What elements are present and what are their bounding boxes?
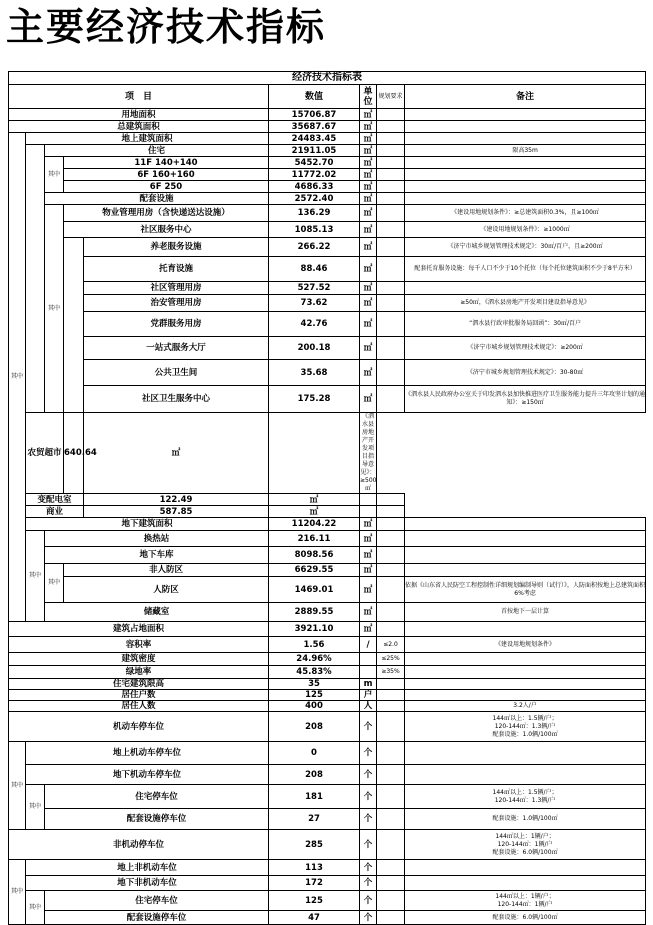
group-label: 其中 <box>26 891 45 925</box>
row-unit: 个 <box>360 860 377 876</box>
row-value: 175.28 <box>269 386 360 413</box>
row-name: 容积率 <box>9 637 269 653</box>
row-unit: ㎡ <box>360 531 377 547</box>
row-note <box>405 547 646 564</box>
row-value: 400 <box>269 701 360 712</box>
row-name: 6F 160+160 <box>64 169 269 181</box>
note-line: 120-144㎡：1.3辆/户 <box>494 796 556 804</box>
header-note: 备注 <box>405 85 646 109</box>
row-value: 2572.40 <box>269 193 360 205</box>
row-requirement <box>377 765 405 785</box>
row-name: 住宅建筑限高 <box>9 679 269 690</box>
row-unit: 个 <box>360 809 377 830</box>
row-note: 配套托育服务设施：每千人口不少于10个托位（每个托位建筑面积不少于8平方米） <box>405 257 646 282</box>
row-note: 《泗水县人民政府办公室关于印发泗水县加快推进医疗卫生服务能力提升三年攻坚计划的通知》：≥150㎡ <box>405 386 646 413</box>
row-unit: ㎡ <box>360 121 377 133</box>
row-unit: ㎡ <box>360 181 377 193</box>
row-unit: 人 <box>360 701 377 712</box>
row-requirement <box>377 257 405 282</box>
row-unit: ㎡ <box>360 193 377 205</box>
row-name: 总建筑面积 <box>9 121 269 133</box>
row-requirement: ≥35% <box>377 666 405 679</box>
row-requirement <box>377 622 405 637</box>
row-name: 住宅停车位 <box>45 891 269 911</box>
row-unit: ㎡ <box>360 518 377 531</box>
row-name: 非机动停车位 <box>9 830 269 860</box>
row-note <box>405 742 646 765</box>
row-value: 27 <box>269 809 360 830</box>
row-note: “泗水县行政审批服务局回函”：30㎡/百户 <box>405 312 646 337</box>
row-note: ≥50㎡，《泗水县房地产开发项目建设指导意见》 <box>405 295 646 312</box>
row-value: 24483.45 <box>269 133 360 145</box>
row-requirement <box>377 133 405 145</box>
row-value: 208 <box>269 765 360 785</box>
row-requirement <box>377 157 405 169</box>
row-value: 35 <box>269 679 360 690</box>
row-requirement <box>377 193 405 205</box>
row-unit: ㎡ <box>360 295 377 312</box>
row-unit: ㎡ <box>360 577 377 603</box>
row-unit: 个 <box>360 830 377 860</box>
row-requirement <box>377 701 405 712</box>
row-name: 配套设施 <box>45 193 269 205</box>
row-name: 公共卫生间 <box>84 360 269 386</box>
row-unit: ㎡ <box>360 312 377 337</box>
row-name: 党群服务用房 <box>84 312 269 337</box>
blank-cell <box>64 238 84 413</box>
row-name: 社区管理用房 <box>84 282 269 295</box>
row-value: 122.49 <box>84 494 269 506</box>
row-note: 《建设用地规划条件》：≥1000㎡ <box>405 222 646 238</box>
row-value: 2889.55 <box>269 603 360 622</box>
row-unit: ㎡ <box>360 157 377 169</box>
row-unit: 户 <box>360 690 377 701</box>
row-name: 储藏室 <box>45 603 269 622</box>
row-note <box>405 193 646 205</box>
row-unit: m <box>360 679 377 690</box>
row-unit: ㎡ <box>360 564 377 577</box>
row-requirement <box>377 169 405 181</box>
note-line: 144㎡以上：1.5辆/户； <box>492 714 558 722</box>
row-requirement <box>377 145 405 157</box>
row-unit: 个 <box>360 891 377 911</box>
row-unit: ㎡ <box>84 413 269 494</box>
row-unit: ㎡ <box>269 494 360 506</box>
row-requirement <box>377 690 405 701</box>
row-requirement <box>377 337 405 360</box>
row-name: 地下建筑面积 <box>26 518 269 531</box>
row-unit: 个 <box>360 712 377 742</box>
row-name: 住宅 <box>45 145 269 157</box>
row-note <box>405 622 646 637</box>
row-value: 45.83% <box>269 666 360 679</box>
row-unit: 个 <box>360 742 377 765</box>
row-unit: ㎡ <box>360 622 377 637</box>
row-value: 47 <box>269 911 360 925</box>
row-name: 养老服务设施 <box>84 238 269 257</box>
group-label: 其中 <box>45 205 64 413</box>
row-requirement <box>377 860 405 876</box>
group-label: 其中 <box>9 133 26 622</box>
row-value: 587.85 <box>84 506 269 518</box>
row-unit: ㎡ <box>360 603 377 622</box>
row-note: 《建设用地规划条件》 <box>405 637 646 653</box>
row-value: 35.68 <box>269 360 360 386</box>
row-note <box>405 157 646 169</box>
row-note: 《建设用地规划条件》：≥总建筑面积0.3%，且≥100㎡ <box>405 205 646 222</box>
row-requirement <box>377 742 405 765</box>
row-name: 商业 <box>26 506 84 518</box>
row-requirement <box>377 830 405 860</box>
note-line: 配套设施：6.0辆/100㎡ <box>492 848 558 856</box>
row-name: 社区卫生服务中心 <box>84 386 269 413</box>
row-note <box>405 109 646 121</box>
group-label: 其中 <box>45 564 64 603</box>
row-value: 0 <box>269 742 360 765</box>
row-requirement <box>377 891 405 911</box>
row-name: 治安管理用房 <box>84 295 269 312</box>
row-requirement <box>377 181 405 193</box>
row-value: 285 <box>269 830 360 860</box>
row-name: 地下非机动车位 <box>26 876 269 891</box>
row-note <box>405 518 646 531</box>
row-requirement <box>377 109 405 121</box>
row-requirement <box>377 531 405 547</box>
row-value: 1469.01 <box>269 577 360 603</box>
row-value: 1.56 <box>269 637 360 653</box>
row-value: 5452.70 <box>269 157 360 169</box>
header-value: 数值 <box>269 85 360 109</box>
row-note <box>405 690 646 701</box>
row-name: 机动车停车位 <box>9 712 269 742</box>
row-value: 640.64 <box>64 413 84 494</box>
row-note: 《泗水县房地产开发项目指导意见》：≥500㎡ <box>360 413 377 492</box>
row-value: 208 <box>269 712 360 742</box>
row-value: 11204.22 <box>269 518 360 531</box>
row-unit: ㎡ <box>360 205 377 222</box>
group-label: 其中 <box>9 860 26 925</box>
row-note <box>405 531 646 547</box>
row-unit <box>360 666 377 679</box>
row-name: 社区服务中心 <box>64 222 269 238</box>
note-line: 144㎡以上：1辆/户； <box>495 832 555 840</box>
row-unit: 个 <box>360 911 377 925</box>
row-value: 200.18 <box>269 337 360 360</box>
row-value: 15706.87 <box>269 109 360 121</box>
row-requirement <box>377 282 405 295</box>
row-requirement <box>377 121 405 133</box>
row-unit: 个 <box>360 876 377 891</box>
row-note <box>377 506 405 518</box>
note-line: 144㎡以上：1辆/户； <box>495 892 555 900</box>
row-note <box>405 282 646 295</box>
row-note: 依据《山东省人民防空工程控制性详细规划编制导则（试行）》，人防面积按地上总建筑面积6%考虑 <box>405 577 646 603</box>
row-note: 《济宁市城乡规划管理技术规定》：30㎡/百户，且≥200㎡ <box>405 238 646 257</box>
row-requirement <box>377 518 405 531</box>
row-value: 216.11 <box>269 531 360 547</box>
row-unit: ㎡ <box>360 547 377 564</box>
row-value: 136.29 <box>269 205 360 222</box>
row-name: 11F 140+140 <box>64 157 269 169</box>
header-item: 项 目 <box>9 85 269 109</box>
row-name: 建筑占地面积 <box>9 622 269 637</box>
row-requirement <box>377 876 405 891</box>
row-unit: / <box>360 637 377 653</box>
row-value: 125 <box>269 891 360 911</box>
row-requirement <box>377 679 405 690</box>
row-value: 4686.33 <box>269 181 360 193</box>
economic-indicators-table <box>8 71 646 925</box>
row-unit: ㎡ <box>360 386 377 413</box>
row-name: 居住户数 <box>9 690 269 701</box>
row-name: 居住人数 <box>9 701 269 712</box>
row-requirement <box>377 360 405 386</box>
row-unit: ㎡ <box>360 360 377 386</box>
row-name: 一站式服务大厅 <box>84 337 269 360</box>
row-note <box>405 181 646 193</box>
row-note <box>377 494 405 506</box>
page-title: 主要经济技术指标 <box>6 5 327 49</box>
row-unit: 个 <box>360 785 377 809</box>
row-note <box>405 169 646 181</box>
row-value: 1085.13 <box>269 222 360 238</box>
row-value: 73.62 <box>269 295 360 312</box>
row-value: 11772.02 <box>269 169 360 181</box>
group-label: 其中 <box>26 785 45 830</box>
row-name: 农贸超市 <box>26 413 64 494</box>
row-unit: ㎡ <box>360 238 377 257</box>
row-note <box>405 860 646 876</box>
row-unit: ㎡ <box>360 222 377 238</box>
row-value: 88.46 <box>269 257 360 282</box>
row-requirement <box>377 386 405 413</box>
row-name: 地上非机动车位 <box>26 860 269 876</box>
row-note <box>405 564 646 577</box>
row-name: 换热站 <box>45 531 269 547</box>
row-value: 8098.56 <box>269 547 360 564</box>
row-unit: ㎡ <box>360 109 377 121</box>
row-value: 527.52 <box>269 282 360 295</box>
row-name: 人防区 <box>64 577 269 603</box>
row-name: 建筑密度 <box>9 653 269 666</box>
row-name: 绿地率 <box>9 666 269 679</box>
row-name: 非人防区 <box>64 564 269 577</box>
row-name: 地下车库 <box>45 547 269 564</box>
row-name: 物业管理用房（含快递送达设施） <box>64 205 269 222</box>
row-unit: ㎡ <box>360 133 377 145</box>
row-note <box>405 785 646 809</box>
row-note: 《济宁市城乡规划管理技术规定》：30-80㎡ <box>405 360 646 386</box>
row-value: 3921.10 <box>269 622 360 637</box>
row-requirement <box>377 809 405 830</box>
header-requirement: 规划要求 <box>377 85 405 109</box>
row-note <box>405 830 646 860</box>
row-requirement <box>377 222 405 238</box>
row-name: 用地面积 <box>9 109 269 121</box>
row-unit <box>360 653 377 666</box>
row-value: 6629.55 <box>269 564 360 577</box>
blank-cell <box>26 145 45 413</box>
row-note: 首按地下一层计算 <box>405 603 646 622</box>
row-unit: 个 <box>360 765 377 785</box>
row-name: 配套设施停车位 <box>45 911 269 925</box>
note-line: 120-144㎡：1辆/户 <box>497 840 553 848</box>
row-name: 地上建筑面积 <box>26 133 269 145</box>
group-label: 其中 <box>9 742 26 830</box>
table-caption: 经济技术指标表 <box>9 72 646 85</box>
group-label: 其中 <box>45 157 64 193</box>
row-note <box>405 765 646 785</box>
row-note: 《济宁市城乡规划管理技术规定》：≥200㎡ <box>405 337 646 360</box>
group-label: 其中 <box>26 531 45 622</box>
row-value: 181 <box>269 785 360 809</box>
row-requirement <box>377 712 405 742</box>
row-requirement <box>377 547 405 564</box>
row-value: 24.96% <box>269 653 360 666</box>
row-requirement: ≤2.0 <box>377 637 405 653</box>
row-unit: ㎡ <box>360 257 377 282</box>
row-unit: ㎡ <box>269 506 360 518</box>
row-requirement <box>377 238 405 257</box>
row-requirement <box>360 494 377 506</box>
row-note: 限高35m <box>405 145 646 157</box>
row-note <box>405 876 646 891</box>
row-name: 配套设施停车位 <box>45 809 269 830</box>
row-requirement <box>377 577 405 603</box>
row-name: 地上机动车停车位 <box>26 742 269 765</box>
row-note <box>405 121 646 133</box>
row-name: 地下机动车停车位 <box>26 765 269 785</box>
note-line: 120-144㎡：1.3辆/户 <box>494 722 556 730</box>
row-requirement <box>377 205 405 222</box>
row-note <box>405 679 646 690</box>
note-line: 120-144㎡：1辆/户 <box>497 900 553 908</box>
row-name: 6F 250 <box>64 181 269 193</box>
row-value: 113 <box>269 860 360 876</box>
row-note <box>405 653 646 666</box>
row-requirement <box>269 413 360 494</box>
row-unit: ㎡ <box>360 145 377 157</box>
row-requirement: ≤25% <box>377 653 405 666</box>
row-note: 3.2人/户 <box>405 701 646 712</box>
row-note <box>405 666 646 679</box>
row-requirement <box>360 506 377 518</box>
row-note <box>405 133 646 145</box>
row-value: 172 <box>269 876 360 891</box>
note-line: 144㎡以上：1.5辆/户； <box>492 788 558 796</box>
row-name: 住宅停车位 <box>45 785 269 809</box>
row-requirement <box>377 785 405 809</box>
row-name: 变配电室 <box>26 494 84 506</box>
row-value: 21911.05 <box>269 145 360 157</box>
row-value: 266.22 <box>269 238 360 257</box>
row-note <box>405 712 646 742</box>
row-unit: ㎡ <box>360 337 377 360</box>
row-value: 125 <box>269 690 360 701</box>
row-name: 托育设施 <box>84 257 269 282</box>
header-unit: 单位 <box>360 85 377 109</box>
row-requirement <box>377 603 405 622</box>
row-unit: ㎡ <box>360 282 377 295</box>
row-note: 配套设施：6.0辆/100㎡ <box>405 911 646 925</box>
row-requirement <box>377 312 405 337</box>
row-requirement <box>377 911 405 925</box>
note-line: 配套设施：1.0辆/100㎡ <box>492 730 558 738</box>
row-unit: ㎡ <box>360 169 377 181</box>
row-note: 配套设施：1.0辆/100㎡ <box>405 809 646 830</box>
row-requirement <box>377 295 405 312</box>
row-value: 42.76 <box>269 312 360 337</box>
row-value: 35687.67 <box>269 121 360 133</box>
row-requirement <box>377 564 405 577</box>
row-note <box>405 891 646 911</box>
